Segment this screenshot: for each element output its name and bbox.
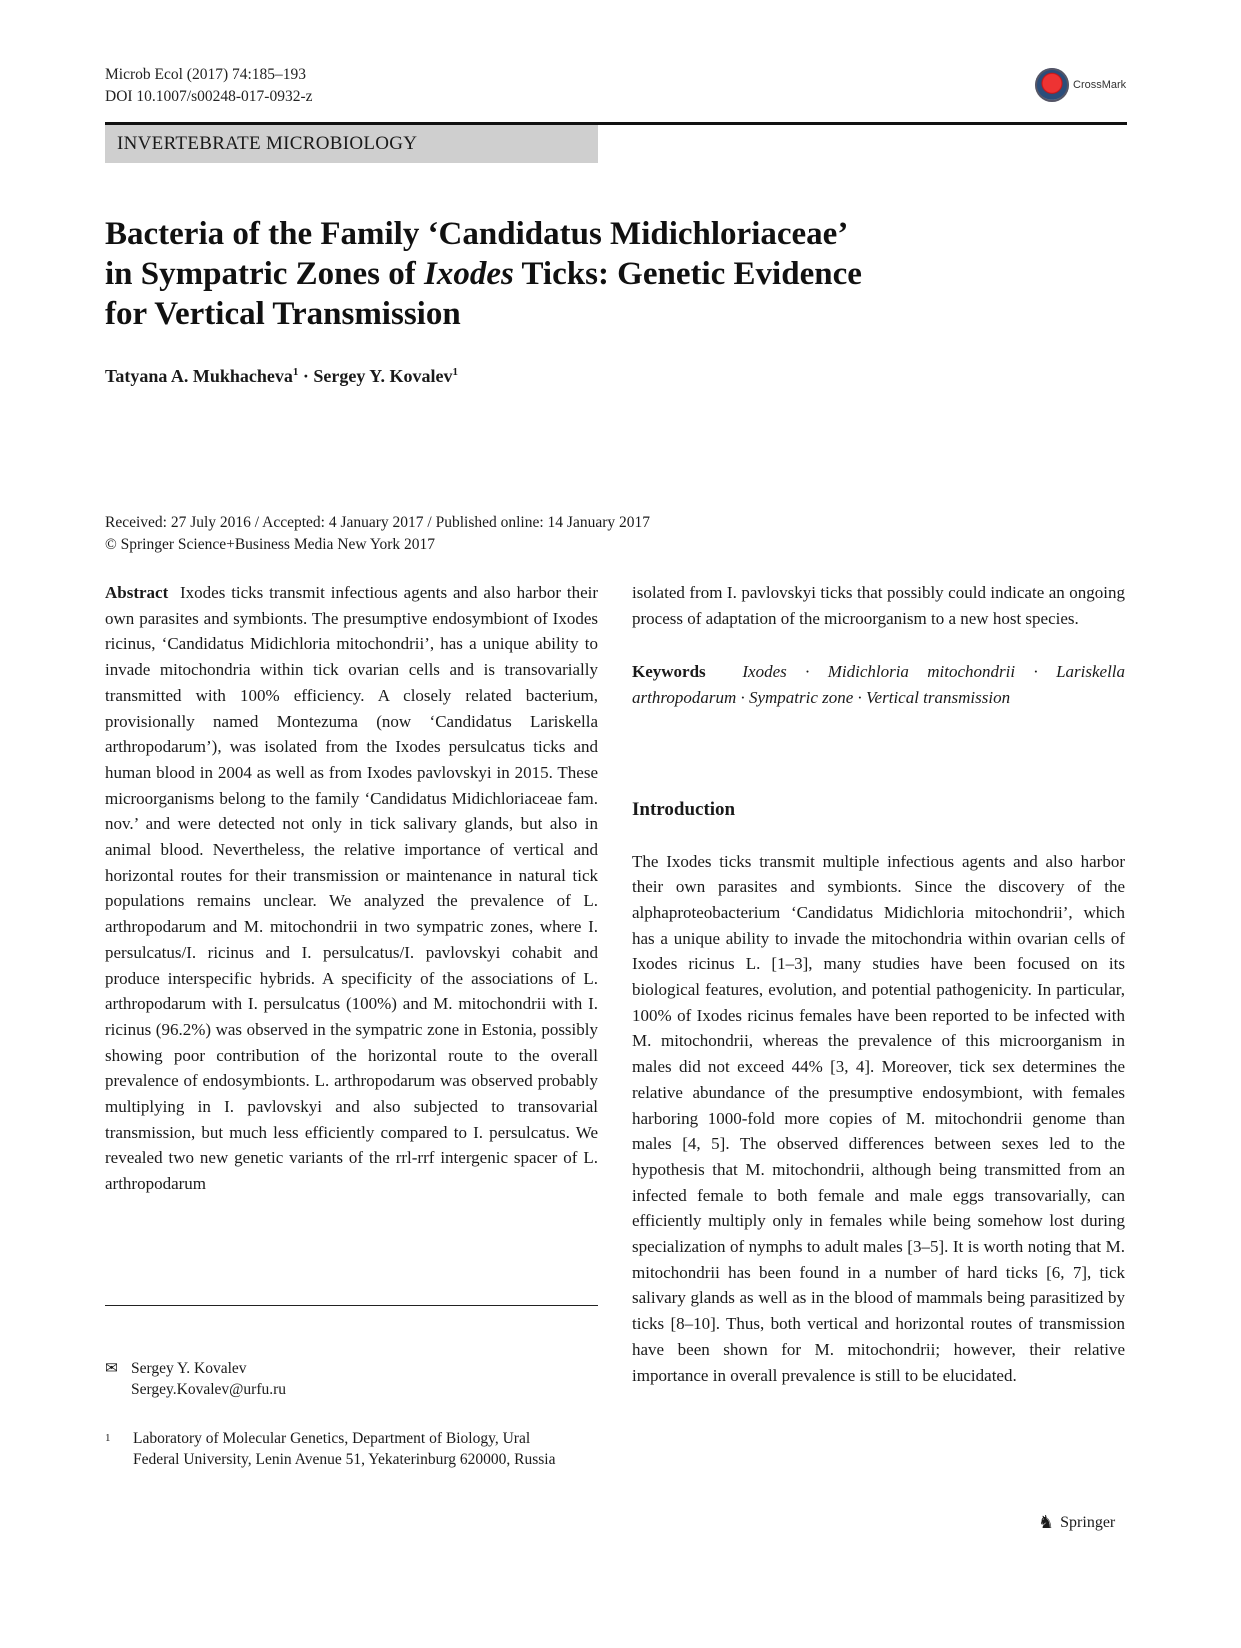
abstract-label: Abstract: [105, 583, 169, 602]
crossmark-badge[interactable]: [1035, 68, 1126, 102]
keywords: [632, 659, 1125, 710]
affiliation-line: Laboratory of Molecular Genetics, Department of Biology, Ural: [133, 1430, 531, 1447]
history-dates: Received: 27 July 2016 / Accepted: 4 January 2017 / Published online: 14 January 2017: [105, 514, 650, 531]
doi[interactable]: DOI 10.1007/s00248-017-0932-z: [105, 88, 313, 105]
publisher-name: Springer: [1060, 1513, 1116, 1531]
abstract-text: Ixodes ticks transmit infectious agents and also harbor their own parasites and symbionts. The presumptive endosymbiont of Ixodes ricinus, ‘Candidatus Midichloria mitochondrii’, has a unique ability to invade mitochondria within tick ovarian cells and is transovarially transmitted with 100% efficiency. A closely related bacterium, provisionally named Montezuma (now ‘Candidatus Lariskella arthropodarum’), was isolated from the Ixodes persulcatus ticks and human blood in 2004 as well as from Ixodes pavlovskyi in 2015. These microorganisms belong to the family ‘Candidatus Midichloriaceae fam. nov.’ and were detected not only in tick salivary glands, but also in animal blood. Nevertheless, the relative importance of vertical and horizontal routes for their transmission or maintenance in natural tick populations remains unclear. We analyzed the prevalence of L. arthropodarum and M. mitochondrii in two sympatric zones, where I. persulcatus/I. ricinus and I. persulcatus/I. pavlovskyi cohabit and produce interspecific hybrids. A specificity of the associations of L. arthropodarum with I. persulcatus (100%) and M. mitochondrii with I. ricinus (96.2%) was observed in the sympatric zone in Estonia, possibly showing poor contribution of the horizontal route to the overall prevalence of endosymbionts. L. arthropodarum was observed probably multiplying in I. pavlovskyi and also subjected to transovarial transmission, but much less efficiently compared to I. persulcatus. We revealed two new genetic variants of the rrl-rrf intergenic spacer of L. arthropodarum: [105, 583, 598, 1194]
corresponding-email[interactable]: Sergey.Kovalev@urfu.ru: [131, 1381, 287, 1398]
introduction-heading: Introduction: [632, 798, 736, 820]
introduction-paragraph: The Ixodes ticks transmit multiple infectious agents and also harbor their own parasites and symbionts. Since the discovery of the alphaproteobacterium ‘Candidatus Midichloria mitochondrii’, which has a unique ability to invade the mitochondria within ovarian cells of Ixodes ricinus L. [1–3], many studies have been focused on its biological features, evolution, and potential pathogenicity. In particular, 100% of Ixodes ricinus females have been reported to be infected with M. mitochondrii, whereas the prevalence of this microorganism in males did not exceed 44% [3, 4]. Moreover, tick sex determines the relative abundance of the presumptive endosymbiont, with females harboring 1000-fold more copies of M. mitochondrii genome than males [4, 5]. The observed differences between sexes led to the hypothesis that M. mitochondrii, although being transmitted from an infected female to both female and male eggs transovarially, can efficiently multiply only in females while being somehow lost during specialization of nymphs to adult males [3–5]. It is worth noting that M. mitochondrii has been found in a number of hard ticks [6, 7], tick salivary glands as well as in the blood of mammals being parasitized by ticks [8–10]. Thus, both vertical and horizontal routes of transmission have been shown for M. mitochondrii; however, their relative importance in overall prevalence is still to be elucidated.: [632, 851, 1125, 1385]
corresponding-name: Sergey Y. Kovalev: [131, 1360, 247, 1377]
author-name[interactable]: Sergey Y. Kovalev: [313, 366, 453, 386]
keywords-label: Keywords: [632, 662, 706, 682]
affiliation-line: Federal University, Lenin Avenue 51, Yekaterinburg 620000, Russia: [133, 1451, 556, 1468]
keywords-text: Ixodes · Midichloria mitochondrii · Lariskella arthropodarum · Sympatric zone · Vertical transmission: [632, 662, 1126, 708]
copyright: © Springer Science+Business Media New York 2017: [105, 536, 436, 553]
affiliation: [105, 1428, 598, 1470]
affiliation-number: 1: [105, 1432, 111, 1444]
footnote-rule: [105, 1305, 598, 1306]
crossmark-label: CrossMark: [1073, 79, 1127, 91]
publisher-logo: [1038, 1512, 1115, 1533]
crossmark-icon: [1035, 68, 1069, 102]
springer-horse-icon: ♞: [1038, 1512, 1055, 1532]
article-title: [105, 214, 1005, 334]
envelope-icon: ✉: [105, 1360, 118, 1377]
authors: Tatyana A. Mukhacheva$^1$ · Sergey Y. Kovalev$^1$: [105, 366, 459, 386]
corresponding-author: [105, 1358, 286, 1400]
abstract-paragraph: [105, 580, 598, 1197]
section-label: INVERTEBRATE MICROBIOLOGY: [105, 125, 598, 163]
abstract: [105, 580, 598, 1197]
title-line-1: Bacteria of the Family ‘Candidatus Midichloriaceae’: [105, 216, 849, 252]
right-column: [632, 580, 1125, 1388]
abstract-continued: isolated from I. pavlovskyi ticks that possibly could indicate an ongoing process of adaptation of the microorganism to a new host species.: [632, 583, 1125, 628]
author-name[interactable]: Tatyana A. Mukhacheva: [105, 366, 293, 386]
publication-dates: [105, 512, 650, 556]
journal-citation: Microb Ecol (2017) 74:185–193: [105, 66, 307, 83]
title-line-3: for Vertical Transmission: [105, 296, 461, 332]
title-line-2: in Sympatric Zones of Ixodes Ticks: Genetic Evidence: [105, 256, 862, 292]
